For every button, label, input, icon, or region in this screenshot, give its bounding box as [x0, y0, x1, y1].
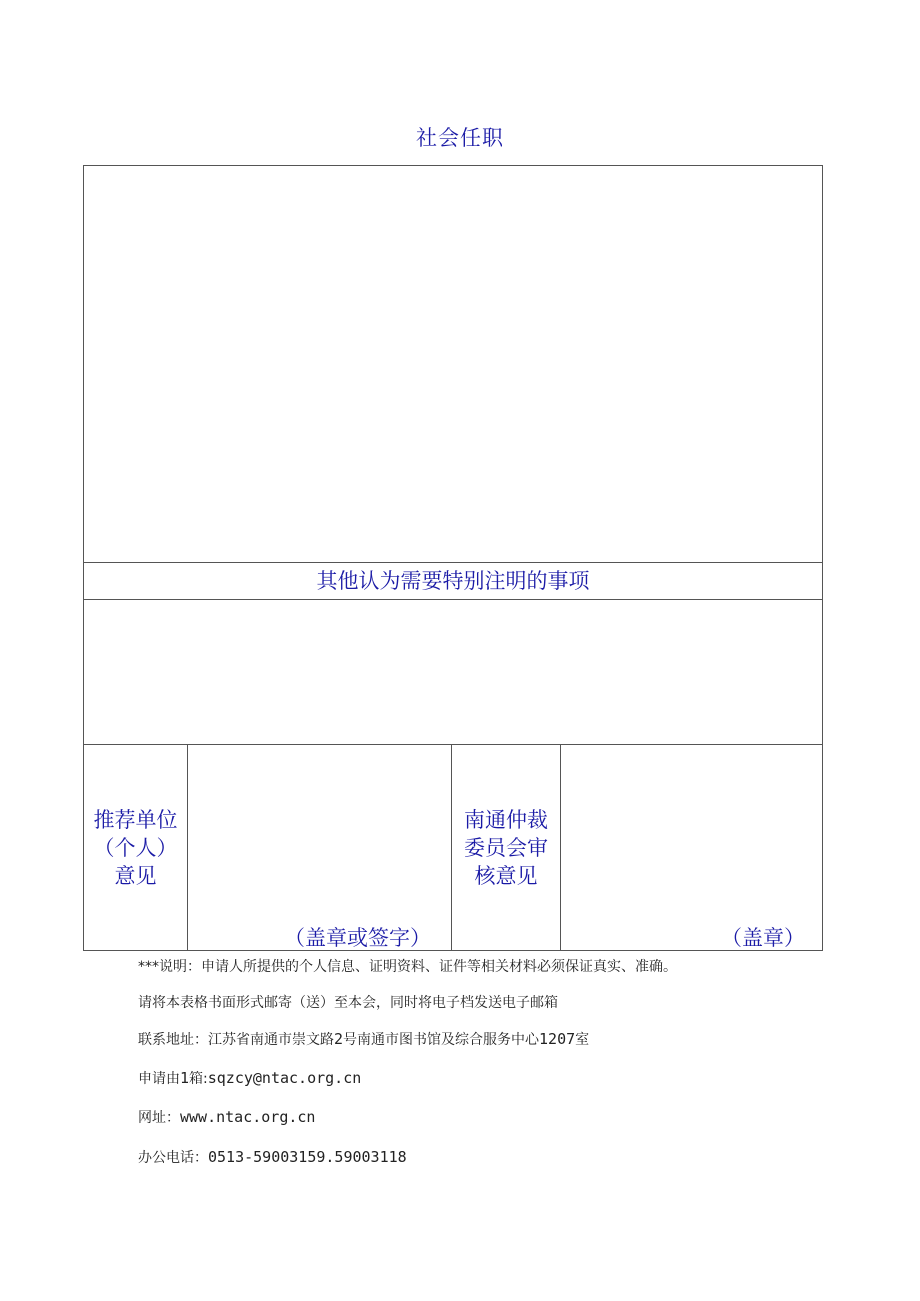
special-items-title: 其他认为需要特别注明的事项	[316, 569, 590, 593]
note-website	[138, 1107, 315, 1127]
note-disclaimer: ***说明：申请人所提供的个人信息、证明资料、证件等相关材料必须保证真实、准确。	[138, 959, 677, 975]
committee-label-line2: 委员会审	[464, 836, 548, 860]
recommender-label-line3: 意见	[114, 864, 157, 888]
special-items-box[interactable]	[83, 599, 823, 745]
recommender-opinion-cell[interactable]	[187, 744, 452, 951]
address-number: 2	[334, 1030, 344, 1048]
address-suffix: 室	[575, 1032, 590, 1048]
committee-signature: （盖章）	[721, 926, 805, 950]
social-positions-box[interactable]	[83, 165, 823, 563]
section-title: 社会任职	[416, 126, 504, 150]
email-label: 申请由	[138, 1071, 180, 1087]
recommender-signature: （盖章或签字）	[284, 926, 431, 950]
phone-label: 办公电话：	[138, 1150, 208, 1166]
website-label: 网址：	[138, 1110, 180, 1126]
website-url[interactable]: www.ntac.org.cn	[180, 1108, 316, 1126]
address-room: 1207	[539, 1030, 576, 1048]
committee-label-line3: 核意见	[474, 864, 538, 888]
recommender-label-line1: 推荐单位	[93, 808, 178, 832]
committee-opinion-cell[interactable]	[560, 744, 823, 951]
recommender-label	[84, 806, 187, 890]
address-rest: 号南通市图书馆及综合服务中心	[343, 1032, 540, 1048]
note-email	[138, 1068, 361, 1088]
address-label: 联系地址：江苏省南通市崇文路	[138, 1032, 334, 1048]
phone-number: 0513-59003159.59003118	[208, 1148, 407, 1166]
note-address	[138, 1029, 589, 1049]
note-submission: 请将本表格书面形式邮寄（送）至本会，同时将电子档发送电子邮箱	[138, 995, 558, 1011]
committee-label	[452, 806, 560, 890]
note-phone	[138, 1147, 407, 1167]
email-address[interactable]: sqzcy@ntac.org.cn	[207, 1069, 362, 1087]
committee-label-line1: 南通仲裁	[464, 808, 548, 832]
email-label-number: 1	[180, 1069, 190, 1087]
recommender-label-line2: （个人）	[93, 836, 178, 860]
email-label-suffix: 箱:	[189, 1071, 208, 1087]
